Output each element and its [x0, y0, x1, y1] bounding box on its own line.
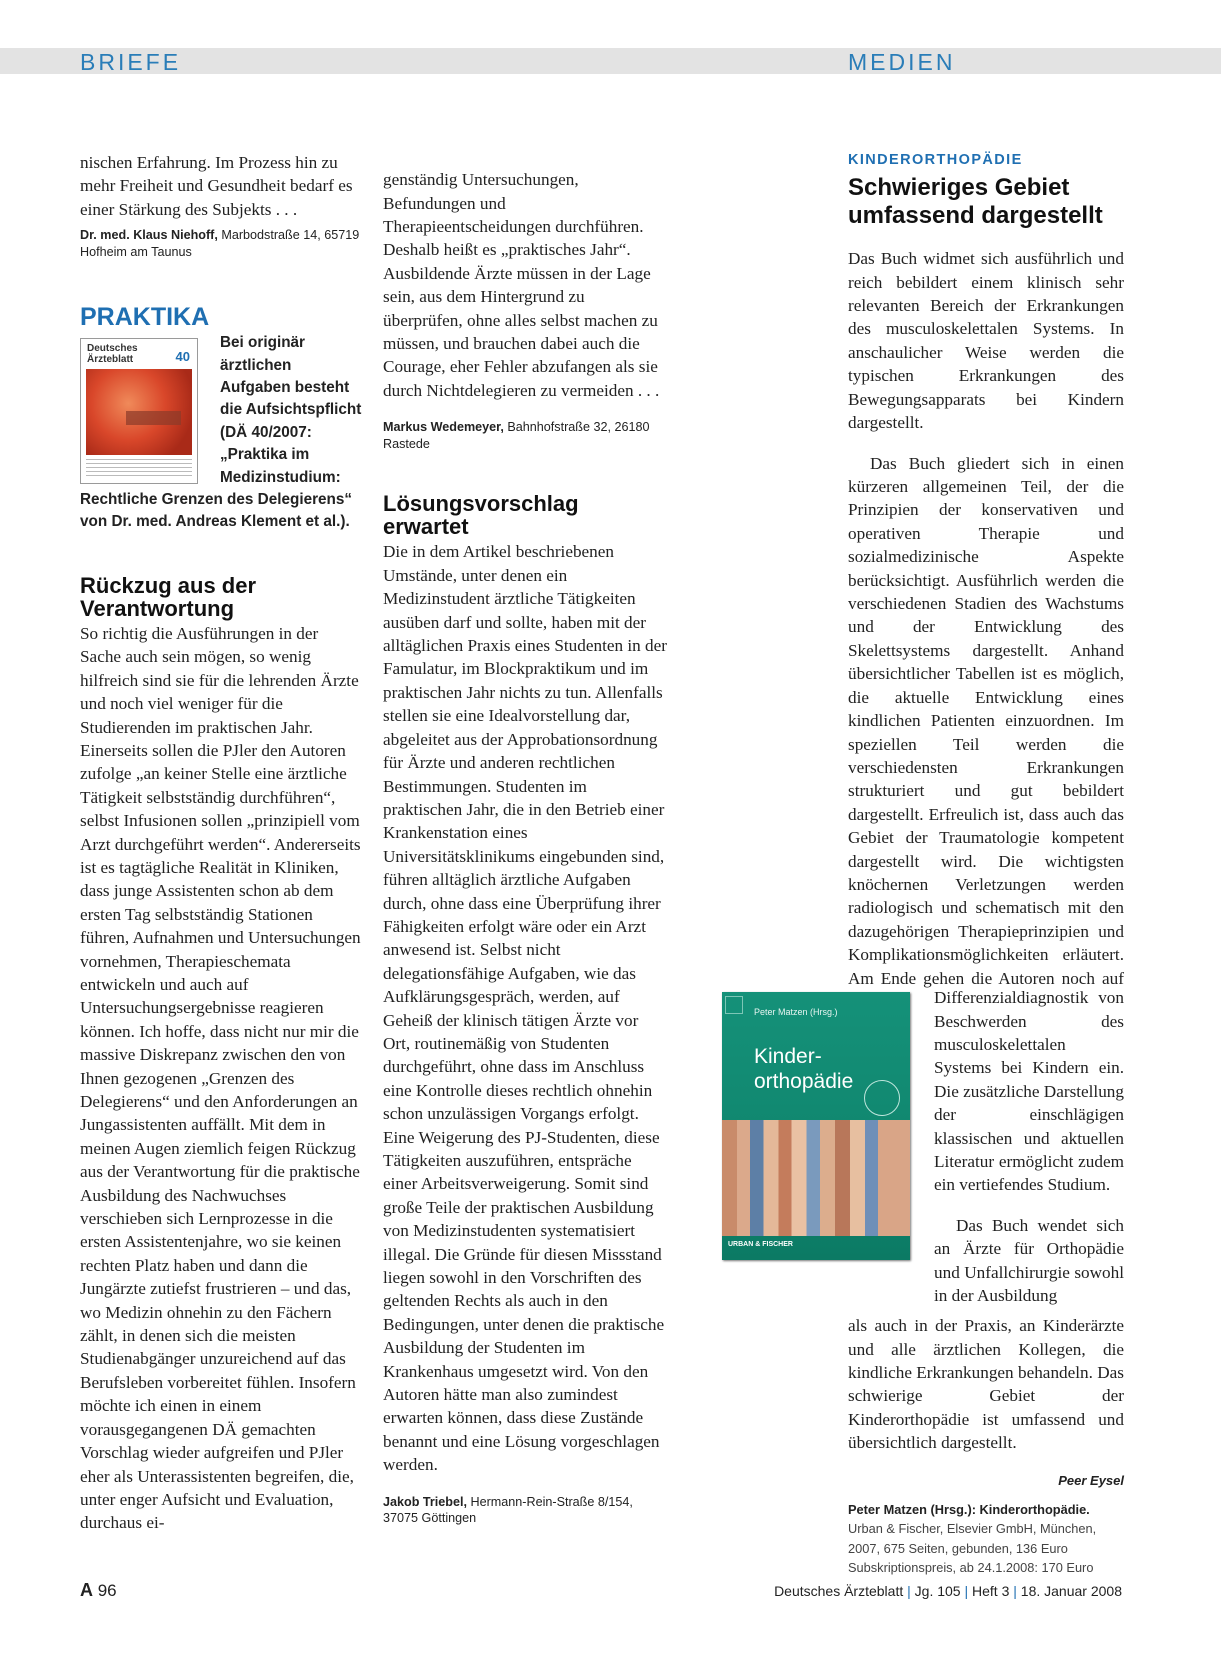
cover-footer — [86, 459, 192, 479]
section-label-briefe: BRIEFE — [80, 49, 182, 75]
article-heading: Rückzug aus der Verantwortung — [80, 572, 257, 621]
signature-address: Marbodstraße 14, 65719 Hofheim am Taunus — [80, 228, 360, 259]
review-paragraph: Differenzialdiagnostik von Beschwerden des musculoskelettalen Systems bei Kindern ein. Die zusätzliche Darstellung der einschlägigen klassischen und aktuellen Literatur ermöglicht zudem ein vertiefendes Studium. — [934, 988, 1124, 1195]
review-paragraph: Das Buch gliedert sich in einen kürzeren allgemeinen Teil, der die Prinzipien der konservativen und operativen Therapie und sozialmedizinische Aspekte berücksichtigt. Ausführlich werden die verschiedenen Stadien des Wachstums und der Entwicklung des Skelettsystems dargestellt. Anhand übersichtlicher Tabellen ist es möglich, die aktuelle Entwicklung eines kindlichen Patienten einzuordnen. Im speziellen Teil werden die verschiedensten Erkrankungen strukturiert und gut bebildert dargestellt. Erfreulich ist, dass auch das Gebiet der Traumatologie kompetent dargestellt wird. Die wichtigsten knöchernen Verletzungen werden radiologisch und schematisch mit den dazugehörigen Therapieprinzipien und Komplikationsmöglichkeiten erläutert. Am Ende gehen die Autoren noch auf — [848, 453, 1124, 988]
article-heading: Lösungsvorschlag erwartet — [383, 491, 579, 540]
footer-journal: Deutsches Ärzteblatt — [774, 1583, 904, 1599]
letter-signature — [383, 419, 667, 452]
book-cover-publisher: URBAN & FISCHER — [728, 1241, 793, 1248]
footer-issue: Heft 3 — [972, 1583, 1010, 1599]
section-label-medien: MEDIEN — [848, 49, 956, 75]
book-cover-author: Peter Matzen (Hrsg.) — [754, 1007, 838, 1017]
book-cover-image — [722, 992, 910, 1260]
footer-divider: | — [907, 1583, 911, 1599]
praktika-heading: PRAKTIKA — [80, 303, 210, 332]
column-1 — [80, 151, 362, 1552]
publisher-logo — [725, 996, 743, 1014]
article-body: So richtig die Ausführungen in der Sache auch sein mögen, so wenig hilfreich sind sie für die lehrenden Ärzte und noch viel weniger für die Studierenden im praktischen Jahr. Einerseits sollen die PJler den Autoren zufolge „an keiner Stelle eine ärztliche Tätigkeit selbstständig durchführen“, selbst Infusionen sollen „prinzipiell vom Arzt durchgeführt werden“. Andererseits ist es tagtägliche Realität in Kliniken, dass junge Assistenten schon ab dem ersten Tag selbstständig Stationen führen, Aufnahmen und Untersuchungen vornehmen, Therapieschemata entwickeln und auch auf Untersuchungsergebnisse reagieren können. Ich hoffe, dass nicht nur mir die massive Diskrepanz zwischen den von Ihnen gezogenen „Grenzen des Delegierens“ und den Anforderungen an Jungassistenten auffällt. Mit dem in meinen Augen ziemlich feigen Rückzug aus der Verantwortung für die praktische Ausbildung des Nachwuchses verschieben sich Lernprozesse in die ersten Assistentenjahre, wo sie keinen rechten Platz haben und dann die Jungärzte zutiefst frustrieren – und das, wo Medizin ohnehin zu den Fächern zählt, in denen sich die meisten Studienabgänger unzureichend auf das Berufsleben vorbereitet fühlen. Insofern möchte ich einen in einem vorausgegangenen DÄ gemachten Vorschlag wieder aufgreifen und PJler eher als Unterassistenten begreifen, die, unter enger Aufsicht und Evaluation, durchaus ei- — [80, 623, 361, 1533]
review-paragraph: Das Buch widmet sich ausführlich und reich bebildert einem klinisch sehr relevanten Bereich der Erkrankungen des musculoskelettalen Systems. In anschaulicher Weise werden die typischen Erkrankungen des Bewegungsapparats bei Kindern dargestellt. — [848, 249, 1124, 433]
praktika-box — [80, 332, 362, 534]
footer-date: 18. Januar 2008 — [1020, 1583, 1122, 1599]
cover-artwork — [86, 369, 192, 455]
magazine-cover-image — [80, 338, 198, 484]
review-paragraph: als auch in der Praxis, an Kinderärzte und alle ärztlichen Kollegen, die kindliche Erkrankungen behandeln. Das schwierige Gebiet der Kinderorthopädie ist umfassend und übersichtlich dargestellt. — [848, 1316, 1124, 1453]
letter-continuation: genständig Untersuchungen, Befundungen und Therapieentscheidungen durchführen. Deshalb heißt es „praktisches Jahr“. Ausbildende Ärzte müssen in der Lage sein, aus dem Hintergrund zu überprüfen, ohne alles selbst machen zu müssen, und brauchen dabei auch die Courage, eher Fehler abzufangen als sie durch Nichtdelegieren zu vermeiden . . . — [383, 170, 660, 400]
book-reference-title: Peter Matzen (Hrsg.): Kinderorthopädie. — [848, 1501, 1090, 1517]
page-prefix: A — [80, 1580, 93, 1600]
page-digits: 96 — [93, 1581, 117, 1600]
book-cover-seal — [864, 1080, 900, 1116]
signature-name: Dr. med. Klaus Niehoff, — [80, 228, 218, 243]
page-number — [80, 1580, 117, 1601]
column-3-bottom — [848, 1297, 1124, 1578]
journal-footer — [774, 1583, 1122, 1599]
signature-name: Markus Wedemeyer, — [383, 420, 504, 435]
footer-volume: Jg. 105 — [914, 1583, 961, 1599]
footer-divider: | — [1013, 1583, 1017, 1599]
column-2 — [383, 151, 667, 1527]
book-cover-photo — [722, 1120, 910, 1236]
letter-continuation: nischen Erfahrung. Im Prozess hin zu mehr Freiheit und Gesundheit bedarf es einer Stärkung des Subjekts . . . — [80, 153, 353, 219]
book-cover-title: Kinder- orthopädie — [754, 1045, 854, 1093]
review-paragraph: Das Buch wendet sich an Ärzte für Orthopädie und Unfallchirurgie sowohl in der Ausbildung — [934, 1216, 1124, 1306]
column-3-wrap — [934, 969, 1124, 1325]
book-reference-details: Urban & Fischer, Elsevier GmbH, München, 2007, 675 Seiten, gebunden, 136 Euro Subskriptionspreis, ab 24.1.2008: 170 Euro — [848, 1521, 1097, 1576]
column-3 — [848, 152, 1124, 1031]
review-author: Peer Eysel — [1058, 1472, 1124, 1488]
cover-masthead: Deutsches Ärzteblatt — [87, 343, 138, 366]
signature-name: Jakob Triebel, — [383, 1494, 467, 1509]
praktika-text: Bei originär ärztlichen Aufgaben besteht die Aufsichtspflicht (DÄ 40/2007: „Praktika im Medizinstudium: Rechtliche Grenzen des Delegierens“ von Dr. med. Andreas Klement et al.). — [80, 334, 362, 531]
review-headline: Schwieriges Gebiet umfassend dargestellt — [848, 174, 1103, 229]
article-body: Die in dem Artikel beschriebenen Umstände, unter denen ein Medizinstudent ärztliche Tätigkeiten ausüben darf und sollte, haben mit der alltäglichen Praxis eines Studenten in der Famulatur, im Blockpraktikum und im praktischen Jahr nichts zu tun. Allenfalls stellen sie eine Idealvorstellung dar, abgeleitet aus der Approbationsordnung für Ärzte und anderen rechtlichen Bestimmungen. Studenten im praktischen Jahr, die in den Betrieb einer Krankenstation eines Universitätsklinikums eingebunden sind, führen alltäglich ärztliche Aufgaben durch, ohne dass eine Überprüfung ihrer Fähigkeiten erfolgt wäre oder ein Arzt anwesend ist. Selbst nicht delegationsfähige Aufgaben, wie das Aufklärungsgespräch, werden, auf Geheiß der klinisch tätigen Ärzte vor Ort, routinemäßig von Studenten durchgeführt, ohne dass im Anschluss eine Kontrolle dieses rechtlich ohnehin schon unzulässigen Vorgangs erfolgt. Eine Weigerung des PJ-Studenten, diese Tätigkeiten auszuführen, entspräche einer Arbeitsverweigerung. Somit sind große Teile der praktischen Ausbildung von Medizinstudenten systematisiert illegal. Die Gründe für diesen Missstand liegen sowohl in den Vorschriften des geltenden Rechts als auch in den Bedingungen, unter denen die praktische Ausbildung der Studenten im Krankenhaus umgesetzt wird. Von den Autoren hätte man also zumindest erwarten können, dass diese Zustände benannt und eine Lösung vorgeschlagen werden. — [383, 542, 667, 1475]
footer-divider: | — [964, 1583, 969, 1599]
review-kicker: KINDERORTHOPÄDIE — [848, 152, 1023, 168]
cover-issue-number: 40 — [175, 349, 190, 365]
signature-address: Bahnhofstraße 32, 26180 Rastede — [383, 420, 650, 451]
header-bar — [0, 48, 1221, 74]
signature-address: Hermann-Rein-Straße 8/154, 37075 Göttingen — [383, 1494, 633, 1526]
letter-signature — [383, 1494, 667, 1527]
book-reference — [848, 1500, 1124, 1578]
letter-signature — [80, 227, 362, 260]
